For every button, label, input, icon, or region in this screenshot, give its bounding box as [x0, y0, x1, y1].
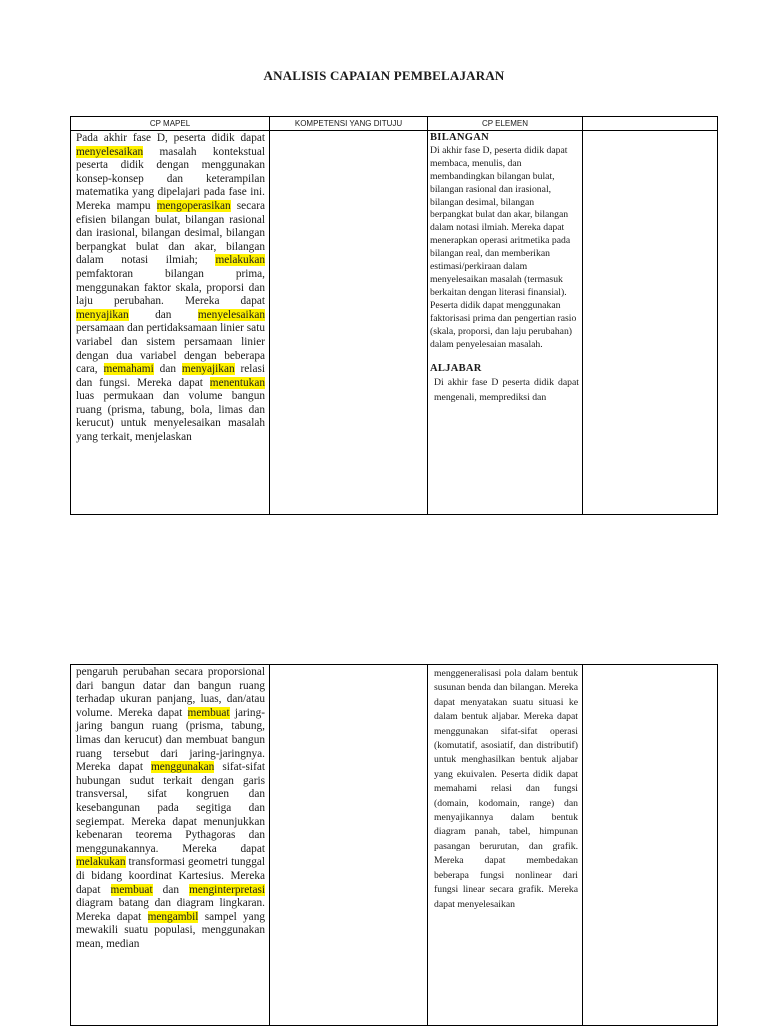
- elemen-heading-aljabar: ALJABAR: [430, 363, 482, 375]
- header-kompetensi: KOMPETENSI YANG DITUJU: [270, 117, 428, 131]
- elemen-heading-bilangan: BILANGAN: [430, 132, 489, 143]
- highlight-verb: melakukan: [215, 254, 265, 267]
- highlight-verb: memahami: [103, 363, 154, 376]
- table-row: [71, 131, 718, 515]
- table-row: [71, 665, 718, 1026]
- cp-elemen-cell: [428, 665, 583, 1026]
- highlight-verb: menyajikan: [181, 363, 235, 376]
- highlight-verb: menginterpretasi: [189, 883, 265, 896]
- elemen-aljabar-text: Di akhir fase D peserta didik dapat mengenali, memprediksi dan: [434, 377, 579, 403]
- highlight-verb: mengambil: [147, 910, 199, 923]
- highlight-verb: menggunakan: [150, 761, 215, 774]
- cp-table-page1: [70, 116, 718, 515]
- cp-elemen-text: [428, 131, 582, 514]
- cp-mapel-cell: [71, 665, 270, 1026]
- cp-table-page2: [70, 664, 718, 1026]
- header-empty: [583, 117, 718, 131]
- highlight-verb: menentukan: [209, 376, 265, 389]
- elemen-bilangan-text: Di akhir fase D, peserta didik dapat membaca, menulis, dan membandingkan bilangan bulat, bilangan rasional dan irasional, bilangan desimal, bilangan berpangkat bulat dan akar, bilangan dalam notasi ilmiah. Mereka dapat menerapkan operasi aritmetika pada bilangan real, dan memberikan estimasi/perkiraan dalam menyelesaikan masalah (termasuk berkaitan dengan literasi finansial). Peserta didik dapat menggunakan faktorisasi prima dan pengertian rasio (skala, proporsi, dan laju perubahan) dalam penyelesaian masalah.: [430, 144, 577, 350]
- empty-cell: [583, 665, 718, 1026]
- highlight-verb: membuat: [187, 706, 230, 719]
- table-header-row: [71, 117, 718, 131]
- empty-cell: [583, 131, 718, 515]
- elemen-aljabar-continued: menggeneralisasi pola dalam bentuk susunan benda dan bilangan. Mereka dapat menyatakan suatu situasi ke dalam bentuk aljabar. Mereka dapat menggunakan sifat-sifat operasi (komutatif, asosiatif, dan distributif) untuk menghasilkan bentuk aljabar yang ekuivalen. Peserta didik dapat memahami relasi dan fungsi (domain, kodomain, range) dan menyajikannya dalam bentuk diagram panah, tabel, himpunan pasangan berurutan, dan grafik. Mereka dapat membedakan beberapa fungsi nonlinear dari fungsi linear secara grafik. Mereka dapat menyelesaikan: [434, 668, 578, 910]
- highlight-verb: mengoperasikan: [156, 199, 231, 212]
- cp-mapel-cell: [71, 131, 270, 515]
- cp-mapel-text: Pada akhir fase D, peserta didik dapat menyelesaikan masalah kontekstual peserta didik dengan menggunakan konsep-konsep dan keterampilan matematika yang dipelajari pada fase ini. Mereka mampu mengoperasikan secara efisien bilangan bulat, bilangan rasional dan irasional, bilangan desimal, bilangan berpangkat bulat dan akar, bilangan dalam notasi ilmiah; melakukan pemfaktoran bilangan prima, menggunakan faktor skala, proporsi dan laju perubahan. Mereka dapat menyajikan dan menyelesaikan persamaan dan pertidaksamaan linier satu variabel dan sistem persamaan linier dengan dua variabel dengan beberapa cara, memahami dan menyajikan relasi dan fungsi. Mereka dapat menentukan luas permukaan dan volume bangun ruang (prisma, tabung, bola, limas dan kerucut) untuk menyelesaikan masalah yang terkait, menjelaskan: [76, 132, 265, 444]
- kompetensi-cell: [270, 665, 428, 1026]
- highlight-verb: melakukan: [76, 856, 126, 869]
- header-cp-mapel: CP MAPEL: [71, 117, 270, 131]
- highlight-verb: menyelesaikan: [197, 308, 265, 321]
- highlight-verb: menyelesaikan: [76, 145, 144, 158]
- header-cp-elemen: CP ELEMEN: [428, 117, 583, 131]
- page-title: ANALISIS CAPAIAN PEMBELAJARAN: [263, 68, 505, 83]
- cp-mapel-text: pengaruh perubahan secara proporsional dari bangun datar dan bangun ruang terhadap ukuran panjang, luas, dan/atau volume. Mereka dapat membuat jaring-jaring bangun ruang (prisma, tabung, limas dan kerucut) dan membuat bangun ruang tersebut dari jaring-jaringnya. Mereka dapat menggunakan sifat-sifat hubungan sudut terkait dengan garis transversal, sifat kongruen dan kesebangunan pada segitiga dan segiempat. Mereka dapat menunjukkan kebenaran teorema Pythagoras dan menggunakannya. Mereka dapat melakukan transformasi geometri tunggal di bidang koordinat Kartesius. Mereka dapat membuat dan menginterpretasi diagram batang dan diagram lingkaran. Mereka dapat mengambil sampel yang mewakili suatu populasi, menggunakan mean, median: [76, 666, 265, 950]
- highlight-verb: membuat: [110, 883, 153, 896]
- highlight-verb: menyajikan: [76, 308, 129, 321]
- cp-elemen-cell: [428, 131, 583, 515]
- kompetensi-cell: [270, 131, 428, 515]
